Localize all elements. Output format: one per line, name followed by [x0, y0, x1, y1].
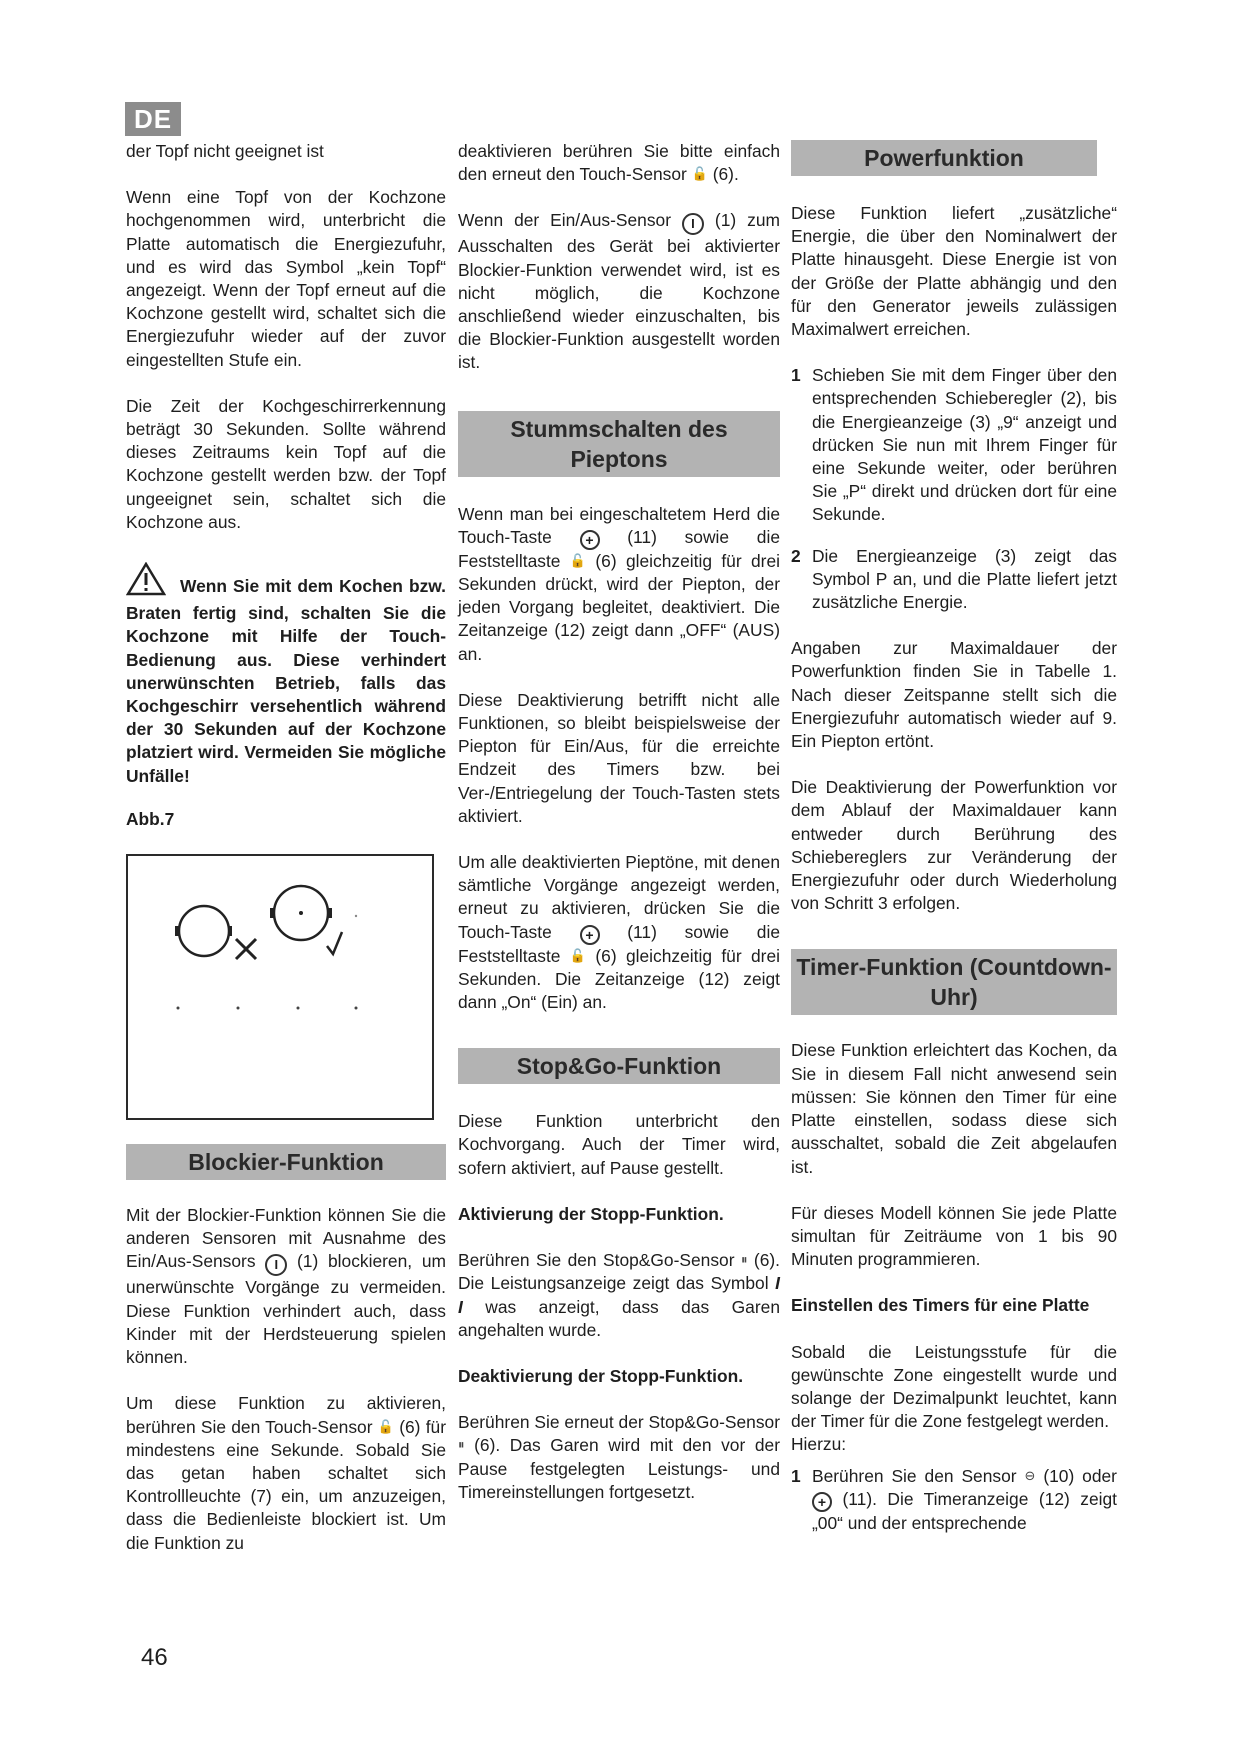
warning-box — [126, 562, 446, 788]
list-item: 1 Berühren Sie den Sensor ⊖ (10) oder + (11). Die Timeranzeige (12) zeigt „00“ und der entsprechende — [791, 1465, 1117, 1533]
power-sensor-icon: I — [265, 1254, 287, 1276]
plus-key-icon: + — [580, 925, 600, 945]
heading-timer-funktion: Timer-Funktion (Countdown-Uhr) — [791, 949, 1117, 1015]
column-left — [126, 140, 446, 1578]
subheading-deaktivierung: Deaktivierung der Stopp-Funktion. — [458, 1365, 744, 1386]
paragraph: Diese Funktion unterbricht den Kochvorgang. Auch der Timer wird, sofern aktiviert, auf Pause gestellt. — [458, 1111, 780, 1178]
plus-key-icon: + — [812, 1492, 832, 1512]
heading-powerfunktion: Powerfunktion — [791, 140, 1097, 176]
column-middle — [458, 140, 780, 1527]
lock-key-icon: 🔓 — [569, 947, 586, 963]
paragraph: Wenn eine Topf von der Kochzone hochgenommen wird, unterbricht die Platte automatisch die Energiezufuhr, und es wird das Symbol „kein Topf“ angezeigt. Wenn der Topf erneut auf die Kochzone gestellt wird, schaltet sich die Energiezufuhr wieder auf der zuvor eingestellten Stufe ein. — [126, 187, 446, 370]
paragraph: Angaben zur Maximaldauer der Powerfunktion finden Sie in Tabelle 1. Nach dieser Zeitspanne stellt sich die Energiezufuhr automatisch wieder auf 9. Ein Piepton ertönt. — [791, 638, 1117, 752]
pause-sensor-icon: ⏸ — [458, 1437, 465, 1453]
heading-stop-go: Stop&Go-Funktion — [458, 1048, 780, 1084]
list-item: 1 Schieben Sie mit dem Finger über den entsprechenden Schieberegler (2), bis die Energieanzeige (3) „9“ anzeigt und drücken Sie nun mit Ihrem Finger für eine Sekunde weiter, oder berühren Sie „P“ direkt und drücken dort für eine Sekunde. — [791, 365, 1117, 525]
paragraph: Hierzu: — [791, 1434, 847, 1455]
paragraph: Um alle deaktivierten Pieptöne, mit denen sämtliche Vorgänge angezeigt werden, erneut zu aktivieren, drücken Sie die Touch-Taste + (11) sowie die Feststelltaste 🔓 (6) gleichzeitig für drei Sekunden. Die Zeitanzeige (12) zeigt dann „On“ (Ein) an. — [458, 852, 780, 1013]
warning-text: Wenn Sie mit dem Kochen bzw. Braten fertig sind, schalten Sie die Kochzone mit Hilfe der Touch-Bedienung aus. Diese verhindert unerwünschten Betrieb, falls das Kochgeschirr versehentlich während der 30 Sekunden auf der Kochzone platziert wird. Vermeiden Sie mögliche Unfälle! — [126, 576, 446, 786]
page-number: 46 — [141, 1644, 168, 1671]
steps-list — [791, 1465, 1117, 1535]
heading-blockier-funktion: Blockier-Funktion — [126, 1144, 446, 1180]
language-badge: DE — [125, 102, 181, 136]
paragraph: Wenn man bei eingeschaltetem Herd die Touch-Taste + (11) sowie die Feststelltaste 🔓 (6) gleichzeitig für drei Sekunden drückt, wird der Piepton, der jeden Vorgang begleitet, deaktiviert. Die Zeitanzeige (12) zeigt dann „OFF“ (AUS) an. — [458, 503, 780, 664]
steps-list — [791, 364, 1117, 614]
lock-key-icon: 🔓 — [569, 552, 586, 568]
column-right — [791, 140, 1117, 1558]
pot-placement-illustration — [128, 856, 432, 1118]
paragraph: Diese Funktion liefert „zusätzliche“ Energie, die über den Nominalwert der Platte hinausgeht. Diese Energie ist von der Größe der Platte abhängig und den für den Generator jeweils zulässigen Maximalwert erreichen. — [791, 203, 1117, 340]
paragraph: Um diese Funktion zu aktivieren, berühren Sie den Touch-Sensor 🔓 (6) für mindestens eine Sekunde. Sobald Sie das getan haben schaltet sich Kontrollleuchte (7) ein, um anzuzeigen, dass die Bedienleiste blockiert ist. Um die Funktion zu — [126, 1393, 446, 1553]
plus-key-icon: + — [580, 530, 600, 550]
paragraph: Die Zeit der Kochgeschirrerkennung beträgt 30 Sekunden. Sollte während dieses Zeitraums kein Topf auf die Kochzone gestellt werden bzw. der Topf ungeeignet sein, schaltet sich die Kochzone aus. — [126, 395, 446, 532]
paragraph: Für dieses Modell können Sie jede Platte simultan für Zeiträume von 1 bis 90 Minuten programmieren. — [791, 1202, 1117, 1270]
figure-label: Abb.7 — [126, 808, 175, 829]
paragraph: Die Deaktivierung der Powerfunktion vor dem Ablauf der Maximaldauer kann entweder durch Berührung des Schiebereglers zur Veränderung der Energiezufuhr oder durch Wiederholung von Schritt 3 erfolgen. — [791, 777, 1117, 914]
paragraph: Diese Funktion erleichtert das Kochen, da Sie in diesem Fall nicht anwesend sein müssen: Sie können den Timer für eine Platte einstellen, sodass diese sich ausschaltet, sobald die Zeit abgelaufen ist. — [791, 1040, 1117, 1177]
warning-triangle-icon — [126, 562, 166, 602]
pause-sensor-icon: ⏸ — [740, 1252, 748, 1268]
lock-sensor-icon: 🔓 — [377, 1418, 394, 1434]
list-item: 2 Die Energieanzeige (3) zeigt das Symbol P an, und die Platte liefert jetzt zusätzliche Energie. — [791, 545, 1117, 613]
paragraph: Berühren Sie den Stop&Go-Sensor ⏸ (6). Die Leistungsanzeige zeigt das Symbol I I was anzeigt, dass das Garen angehalten wurde. — [458, 1250, 780, 1340]
figure-pot-placement — [126, 854, 434, 1120]
paragraph: Mit der Blockier-Funktion können Sie die anderen Sensoren mit Ausnahme des Ein/Aus-Sensors I (1) blockieren, um unerwünschte Vorgänge zu vermeiden. Diese Funktion verhindert auch, dass Kinder mit der Herdsteuerung spielen können. — [126, 1205, 446, 1368]
paragraph: der Topf nicht geeignet ist — [126, 141, 324, 161]
paragraph: deaktivieren berühren Sie bitte einfach den erneut den Touch-Sensor 🔓 (6). — [458, 141, 780, 185]
paragraph: Diese Deaktivierung betrifft nicht alle Funktionen, so bleibt beispielsweise der Piepton für Ein/Aus, für die erreichte Endzeit des Timers bzw. bei Ver-/Entriegelung der Touch-Tasten stets aktiviert. — [458, 689, 780, 826]
pause-symbol-icon: I I — [458, 1273, 780, 1317]
power-sensor-icon: I — [682, 213, 704, 235]
subheading-timer: Einstellen des Timers für eine Platte — [791, 1295, 1090, 1316]
heading-stummschalten: Stummschalten des Pieptons — [458, 411, 780, 477]
lock-sensor-icon: 🔓 — [691, 166, 708, 182]
subheading-aktivierung: Aktivierung der Stopp-Funktion. — [458, 1203, 724, 1224]
paragraph: Sobald die Leistungsstufe für die gewünschte Zone eingestellt wurde und solange der Dezimalpunkt leuchtet, kann der Timer für die Zone festgelegt werden. — [791, 1341, 1117, 1432]
minus-sensor-icon: ⊖ — [1024, 1467, 1036, 1483]
paragraph: Berühren Sie erneut der Stop&Go-Sensor ⏸ (6). Das Garen wird mit den vor der Pause festgelegten Leistungs- und Timereinstellungen fortgesetzt. — [458, 1412, 780, 1502]
paragraph: Wenn der Ein/Aus-Sensor I (1) zum Ausschalten des Gerät bei aktivierter Blockier-Funktion verwendet wird, ist es nicht möglich, die Kochzone anschließend wieder einzuschalten, bis die Blockier-Funktion ausgestellt worden ist. — [458, 210, 780, 373]
